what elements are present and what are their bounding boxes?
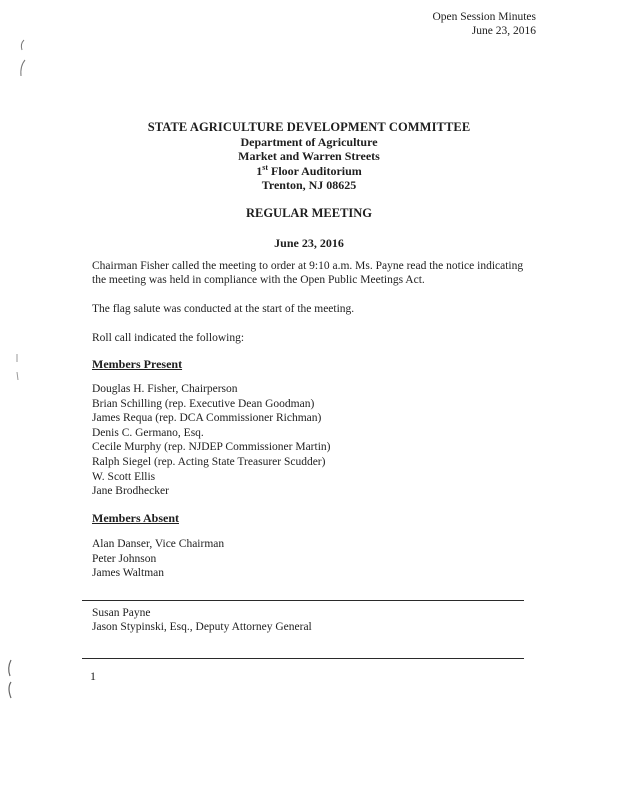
city-zip: Trenton, NJ 08625 [261, 178, 357, 192]
staff-item: Jason Stypinski, Esq., Deputy Attorney General [92, 621, 312, 633]
members-present-list [92, 382, 331, 499]
divider-line [82, 600, 524, 601]
member-absent-item: Alan Danser, Vice Chairman [92, 538, 225, 550]
floor-location [0, 164, 618, 179]
member-present-item: Brian Schilling (rep. Executive Dean Goodman) [92, 397, 315, 410]
members-present-heading: Members Present [92, 357, 183, 371]
scan-artifact-mark [14, 36, 28, 80]
floor-rest: Floor Auditorium [267, 163, 362, 178]
flag-salute-paragraph: The flag salute was conducted at the start of the meeting. [92, 303, 355, 315]
member-present-item: James Requa (rep. DCA Commissioner Richman) [92, 412, 322, 425]
divider-line [82, 658, 524, 659]
header-date: June 23, 2016 [471, 25, 536, 37]
floor-suffix: st [262, 162, 268, 172]
member-present-item: W. Scott Ellis [92, 470, 156, 483]
member-absent-item: Peter Johnson [92, 552, 157, 565]
staff-list [92, 606, 532, 634]
call-to-order-paragraph: Chairman Fisher called the meeting to order at 9:10 a.m. Ms. Payne read the notice indicating the meeting was held in compliance with the Open Public Meetings Act. [92, 260, 524, 286]
page-number: 1 [90, 669, 96, 683]
department-name: Department of Agriculture [240, 134, 378, 149]
floor-number: 1 [256, 163, 263, 178]
member-present-item: Douglas H. Fisher, Chairperson [92, 383, 238, 395]
member-present-item: Cecile Murphy (rep. NJDEP Commissioner Martin) [92, 441, 331, 454]
member-present-item: Ralph Siegel (rep. Acting State Treasurer Scudder) [92, 455, 326, 468]
scan-artifact-mark [12, 352, 22, 386]
member-present-item: Jane Brodhecker [92, 485, 169, 498]
scan-artifact-mark [2, 656, 16, 702]
meeting-type: REGULAR MEETING [245, 206, 373, 220]
member-absent-item: James Waltman [92, 567, 164, 580]
street-address: Market and Warren Streets [238, 149, 380, 163]
committee-name: STATE AGRICULTURE DEVELOPMENT COMMITTEE [147, 120, 471, 134]
header-note [433, 10, 537, 38]
title-block [0, 120, 618, 193]
member-present-item: Denis C. Germano, Esq. [92, 426, 204, 439]
staff-item: Susan Payne [92, 607, 151, 619]
members-absent-heading: Members Absent [92, 511, 179, 525]
header-doc-type: Open Session Minutes [432, 11, 536, 23]
roll-call-paragraph: Roll call indicated the following: [92, 332, 245, 344]
members-absent-list [92, 537, 224, 581]
meeting-date: June 23, 2016 [274, 236, 344, 250]
